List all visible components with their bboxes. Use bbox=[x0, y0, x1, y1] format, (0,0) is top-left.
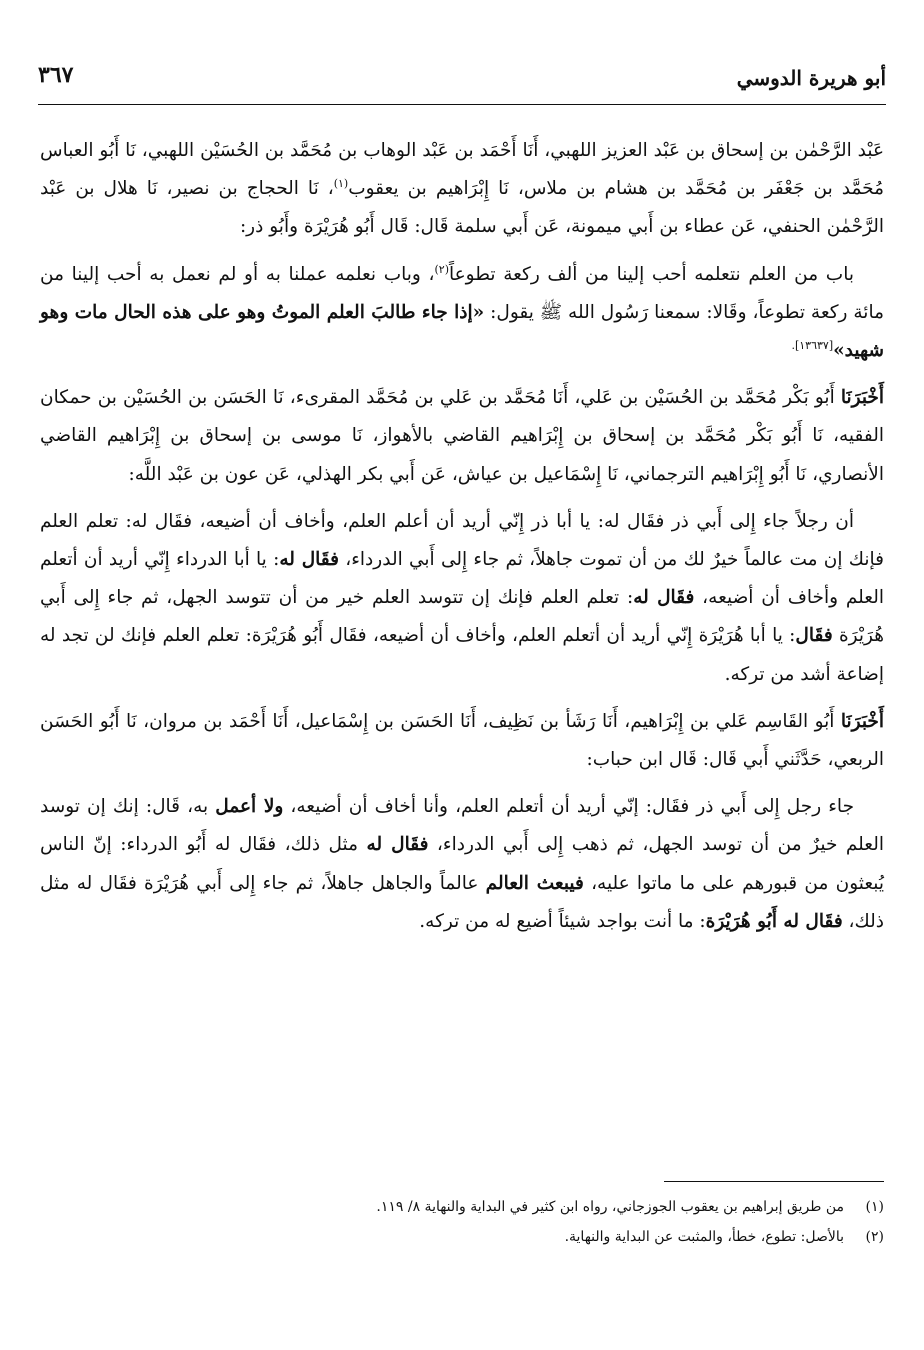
narration-paragraph-1 bbox=[40, 503, 884, 694]
emphasis-text: فقَال له bbox=[633, 587, 695, 609]
isnad-paragraph-3 bbox=[40, 703, 884, 779]
hadith-reference: [١٣٦٣٧]. bbox=[791, 338, 834, 352]
paragraph-text: ، وباب نعلمه عملنا به أو لم نعمل به أحب إلينا من مائة ركعة تطوعاً، وقَالا: سمعنا رَسُول الله ﷺ يقول: bbox=[40, 263, 885, 323]
emphasis-text: فقَال له bbox=[366, 834, 429, 856]
footnotes bbox=[40, 1192, 884, 1252]
paragraph-text: : يا أبا هُرَيْرَة إِنّي أريد أن أتعلم العلم، وأخاف أن أضيعه، فقَال أَبُو هُرَيْرَة: تعلم العلم فإنك لن تجد له إضاعة أشد من تركه. bbox=[40, 625, 884, 685]
emphasis-text: فقَال bbox=[795, 625, 833, 647]
isnad-paragraph-1 bbox=[40, 132, 884, 247]
footnote-2 bbox=[40, 1222, 884, 1252]
footnote-text: من طريق إبراهيم بن يعقوب الجوزجاني، رواه ابن كثير في البداية والنهاية ٨/ ١١٩. bbox=[376, 1199, 844, 1215]
emphasis-text: فقَال له أَبُو هُرَيْرَة bbox=[705, 910, 843, 932]
akhbarana-lead: أَخْبَرَنَا bbox=[840, 710, 884, 732]
footnote-marker-1: (١) bbox=[333, 177, 349, 191]
header-divider bbox=[38, 104, 886, 105]
akhbarana-lead: أَخْبَرَنَا bbox=[840, 387, 884, 409]
footnote-divider bbox=[664, 1181, 884, 1182]
page-header bbox=[38, 58, 886, 102]
emphasis-text: فقَال له bbox=[279, 549, 339, 571]
footnote-text: بالأصل: تطوع، خطأ، والمثبت عن البداية والنهاية. bbox=[564, 1229, 844, 1245]
running-title: أبو هريرة الدوسي bbox=[736, 66, 886, 90]
main-text bbox=[40, 132, 884, 950]
footnote-number: (٢) bbox=[865, 1229, 884, 1245]
footnote-marker-2: (٢) bbox=[434, 262, 449, 276]
emphasis-text: فيبعث العالم bbox=[485, 872, 584, 894]
paragraph-text: أن رجلاً جاء إِلى أَبي ذر فقَال له: يا أبا ذر إِنّي أريد أن أعلم العلم، وأخاف أن أضيعه، فقَال له: تعلم العلم فإنك إن مت عالماً خيرٌ لك من أن تموت جاهلاً، ثم جاء إِلى أَبي الدرداء، bbox=[40, 510, 885, 571]
paragraph-text: : تعلم العلم فإنك إن تتوسد العلم خير من أن تتوسد الجهل، ثم جاء إِلى أَبي هُرَيْرَة bbox=[40, 587, 884, 647]
paragraph-text: أَبُو القَاسِم عَلي بن إِبْرَاهيم، أَنَا رَشَأ بن نَظِيف، أَنَا الحَسَن بن إِسْمَاعيل، أَنَا أَحْمَد بن مروان، نَا أَبُو الحَسَن الربعي، حَدَّثَني أَبي قَال: قَال ابن حباب: bbox=[40, 710, 884, 771]
emphasis-text: ولا أعمل bbox=[215, 796, 284, 818]
paragraph-text: جاء رجل إِلى أَبي ذر فقَال: إنّي أريد أن أتعلم العلم، وأنا أخاف أن أضيعه، bbox=[283, 796, 855, 818]
paragraph-text: : ما أنت بواجد شيئاً أضيع له من تركه. bbox=[419, 910, 706, 932]
footnote-number: (١) bbox=[865, 1199, 884, 1215]
paragraph-text: عالماً والجاهل جاهلاً، ثم جاء إِلى أَبي هُرَيْرَة فقَال له مثل ذلك، bbox=[40, 872, 884, 932]
paragraph-text: به، قَال: إنك إن توسد العلم خيرٌ من أن توسد الجهل، ثم ذهب إِلى أَبي الدرداء، bbox=[40, 796, 884, 856]
hadith-paragraph-1 bbox=[40, 256, 884, 371]
page-number: ٣٦٧ bbox=[38, 62, 74, 88]
paragraph-text: مثل ذلك، فقَال له أَبُو الدرداء: إنّ الناس يُبعثون من قبورهم على ما ماتوا عليه، bbox=[40, 834, 885, 894]
paragraph-text: : يا أبا الدرداء إِنّي أريد أن أتعلم العلم وأخاف أن أضيعه، bbox=[40, 549, 884, 609]
footnote-1 bbox=[40, 1192, 884, 1222]
isnad-paragraph-2 bbox=[40, 379, 884, 494]
paragraph-text: ، نَا الحجاج بن نصير، نَا هلال بن عَبْد الرَّحْمٰن الحنفي، عَن عطاء بن أَبي ميمونة، عَن أَبي سلمة قَال: قَال أَبُو هُرَيْرَة وأَبُو ذر: bbox=[40, 178, 884, 238]
paragraph-text: عَبْد الرَّحْمٰن بن إسحاق بن عَبْد العزيز اللهبي، أَنَا أَحْمَد بن عَبْد الوهاب بن مُحَمَّد بن الحُسَيْن اللهبي، نَا أَبُو العباس مُحَمَّد بن جَعْفَر بن مُحَمَّد بن هشام بن ملاس، نَا إِبْرَاهيم بن يعقوب bbox=[40, 140, 885, 200]
hadith-quote: «إذا جاء طالبَ العلم الموتُ وهو على هذه الحال مات وهو شهيد» bbox=[40, 301, 884, 362]
paragraph-text: أَبُو بَكْر مُحَمَّد بن الحُسَيْن بن عَلي، أَنَا مُحَمَّد بن عَلي بن مُحَمَّد المقرىء، نَا الحَسَن بن الحُسَيْن بن حمكان الفقيه، نَا أَبُو بَكْر مُحَمَّد بن إسحاق بن إِبْرَاهيم القاضي بالأهواز، نَا موسى بن إسحاق بن إِبْرَاهيم القاضي الأنصاري، نَا أَبُو إِبْرَاهيم الترجماني، نَا إِسْمَاعيل بن عياش، عَن أَبي بكر الهذلي، عَن عون بن عَبْد اللَّه: bbox=[40, 387, 884, 485]
narration-paragraph-2 bbox=[40, 788, 884, 941]
paragraph-text: باب من العلم نتعلمه أحب إلينا من ألف ركعة تطوعاً bbox=[448, 263, 854, 285]
